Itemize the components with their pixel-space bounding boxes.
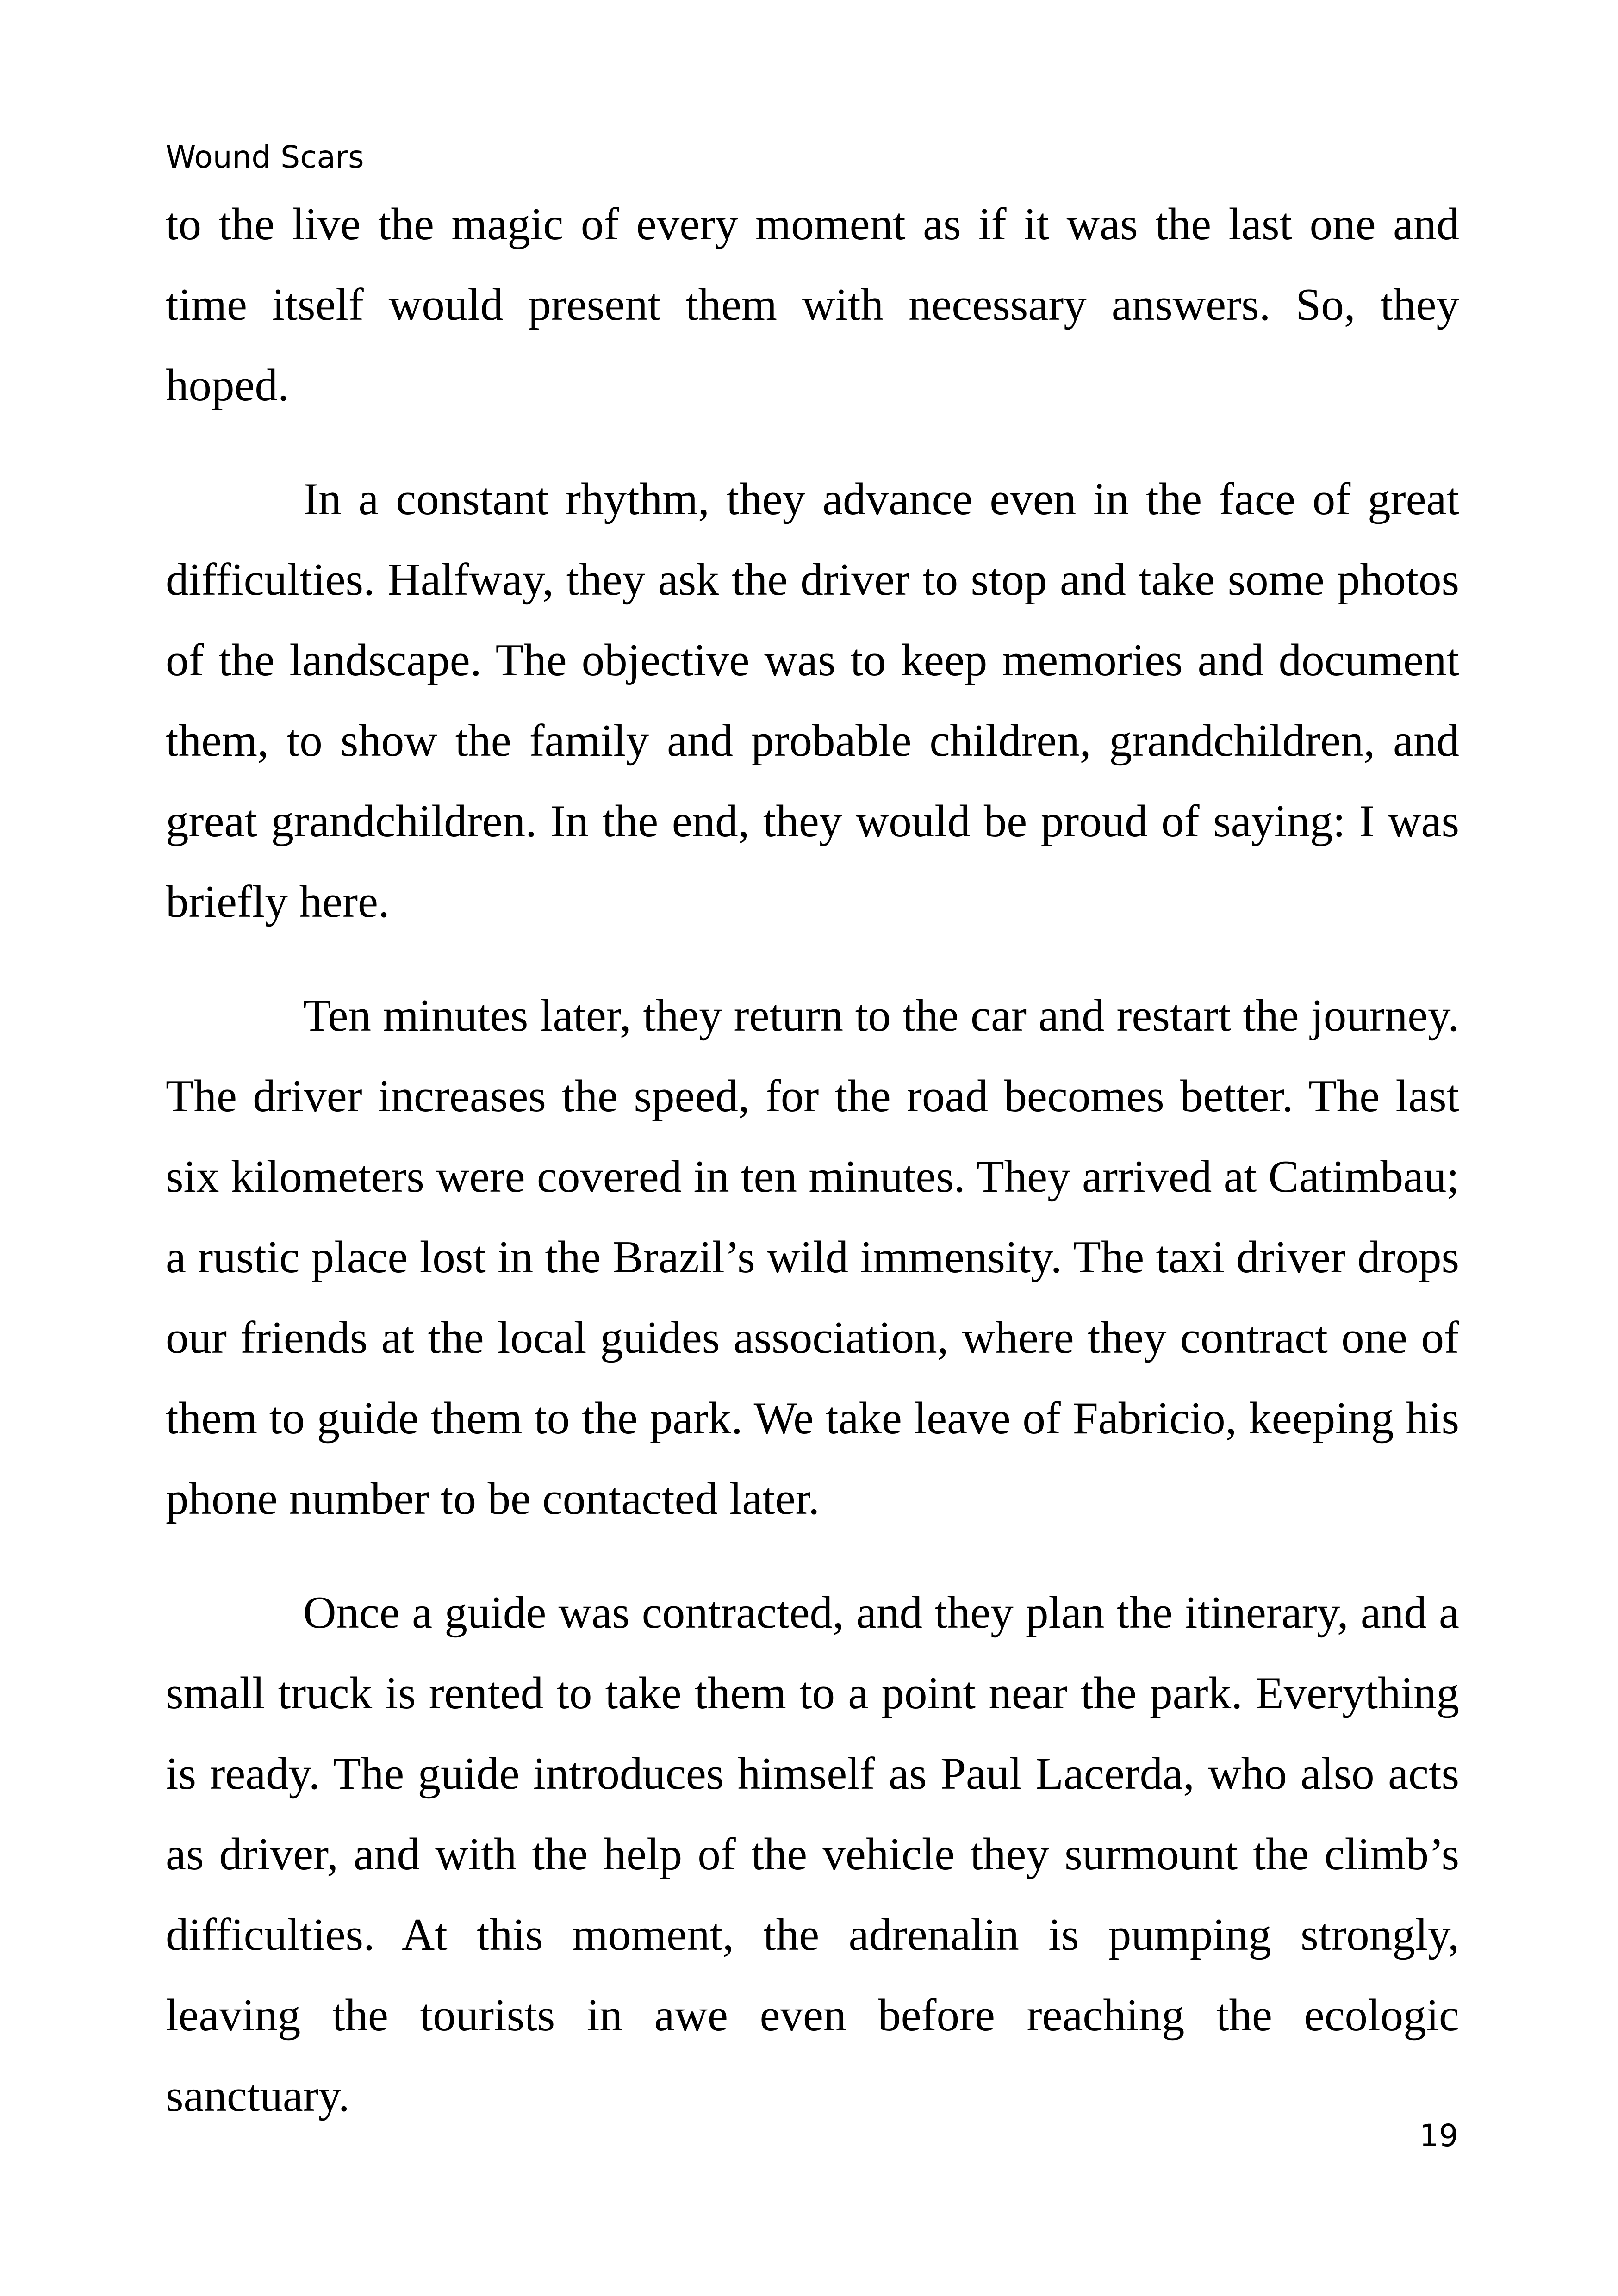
running-header: Wound Scars: [166, 139, 364, 175]
page-number: 19: [1419, 2118, 1458, 2153]
paragraph: Ten minutes later, they return to the car and restart the journey. The driver increases the speed, for the road becomes better. The last six kilometers were covered in ten minutes. They arrived at Catimbau; a rustic place lost in the Brazil’s wild immensity. The taxi driver drops our friends at the local guides association, where they contract one of them to guide them to the park. We take leave of Fabricio, keeping his phone number to be contacted later.: [166, 990, 1459, 1524]
body-text: [166, 184, 1459, 2170]
paragraph: In a constant rhythm, they advance even in the face of great difficulties. Halfway, they ask the driver to stop and take some photos of the landscape. The objective was to keep memories and document them, to show the family and probable children, grandchildren, and great grandchildren. In the end, they would be proud of saying: I was briefly here.: [166, 474, 1459, 927]
paragraph-continuation: to the live the magic of every moment as if it was the last one and time itself would present them with necessary answers. So, they hoped.: [166, 199, 1459, 411]
paragraph: Once a guide was contracted, and they plan the itinerary, and a small truck is rented to take them to a point near the park. Everything is ready. The guide introduces himself as Paul Lacerda, who also acts as driver, and with the help of the vehicle they surmount the climb’s difficulties. At this moment, the adrenalin is pumping strongly, leaving the tourists in awe even before reaching the ecologic sanctuary.: [166, 1587, 1459, 2121]
